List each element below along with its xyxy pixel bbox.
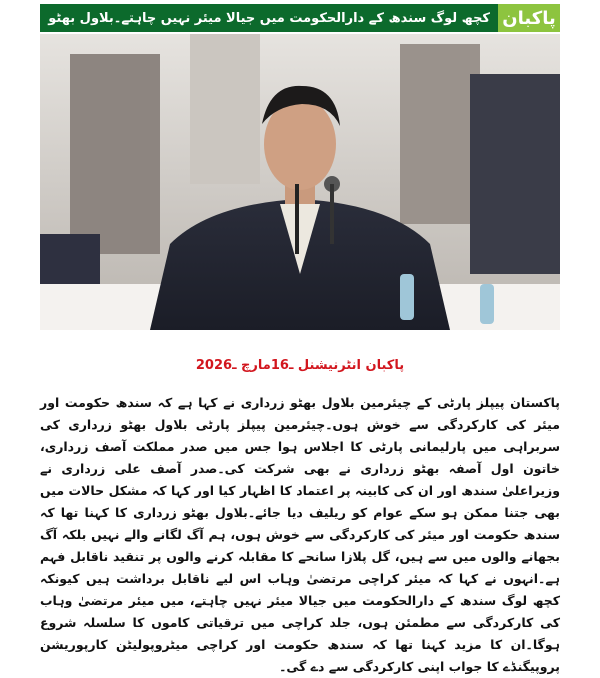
news-photo bbox=[40, 34, 560, 330]
headline[interactable]: کچھ لوگ سندھ کے دارالحکومت میں جیالا میئر نہیں چاہتے۔بلاول بھٹو bbox=[40, 4, 498, 32]
photo-illustration bbox=[40, 34, 560, 330]
dateline: پاکبان انٹرنیشنل ـ16مارچ ـ2026 bbox=[195, 358, 405, 373]
header-bar bbox=[40, 4, 560, 32]
article-body: پاکستان پیپلز پارٹی کے چیئرمین بلاول بھٹو زرداری نے کہا ہے کہ سندھ حکومت اور میئر کی کارکردگی سے خوش ہوں۔چیئرمین پیپلز پارٹی بلاول بھٹو زرداری کی سربراہی میں پارلیمانی پارٹی کا اجلاس ہوا جس میں صدر مملکت آصف زرداری، خاتون اول آصفہ بھٹو زرداری نے بھی شرکت کی۔صدر آصف علی زرداری نے وزیراعلیٰ سندھ اور ان کی کابینہ پر اعتماد کا اظہار کیا اور کہا کہ مشکل حالات میں بھی جتنا ممکن ہو سکے عوام کو ریلیف دیا جائے۔بلاول بھٹو زرداری کا کہنا تھا کہ سندھ حکومت اور میئر کی کارکردگی سے خوش ہوں، ہم آگ لگانے والے نہیں بلکہ آگ بجھانے والوں میں سے ہیں، گل پلازا سانحے کا مقابلہ کرنے والوں پر تنقید ناقابل فہم ہے۔انہوں نے کہا کہ میئر کراچی مرتضیٰ وہاب اس لیے ناقابل برداشت ہیں کیونکہ کچھ لوگ سندھ کے دارالحکومت میں جیالا میئر نہیں چاہتے، میں میئر مرتضیٰ وہاب کی کارکردگی سے مطمئن ہوں، جلد کراچی میں ترقیاتی کاموں کا سلسلہ شروع ہوگا۔ان کا مزید کہنا تھا کہ سندھ حکومت اور کراچی میٹروپولیٹن کارپوریشن پروپیگنڈے کا جواب اپنی کارکردگی سے دے گی۔ bbox=[40, 395, 560, 674]
brand-logo[interactable]: پاکبان bbox=[498, 4, 560, 32]
